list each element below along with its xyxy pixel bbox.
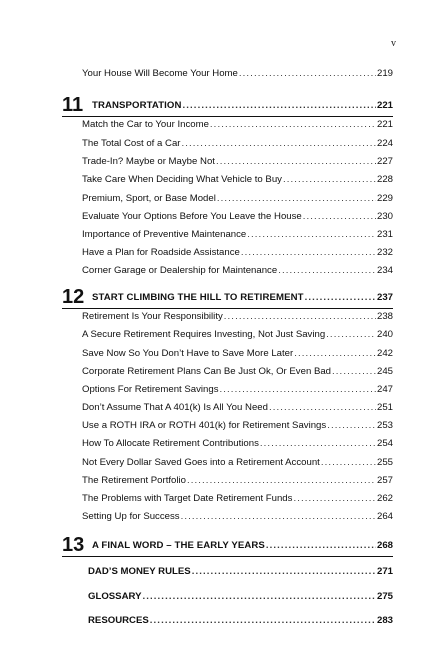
entry-page: 242 [376, 348, 393, 359]
leader-dots [187, 475, 376, 487]
toc-entry[interactable] [82, 420, 393, 432]
entry-title: Take Care When Deciding What Vehicle to Buy [82, 174, 282, 185]
leader-dots [216, 156, 376, 168]
toc-entry[interactable] [82, 247, 393, 259]
toc-entry[interactable] [82, 384, 393, 396]
entry-title: Your House Will Become Your Home [82, 68, 238, 79]
toc-entry[interactable] [82, 156, 393, 168]
toc-entry[interactable] [82, 311, 393, 323]
entry-title: GLOSSARY [88, 591, 142, 602]
chapter-page: 268 [376, 540, 393, 551]
entry-title: The Problems with Target Date Retirement Funds [82, 493, 293, 504]
leader-dots [217, 193, 376, 205]
entry-page: 238 [376, 311, 393, 322]
entry-title: Have a Plan for Roadside Assistance [82, 247, 240, 258]
toc-entry[interactable] [82, 193, 393, 205]
entry-page: 232 [376, 247, 393, 258]
entry-page: 224 [376, 138, 393, 149]
entry-page: 219 [376, 68, 393, 79]
entry-page: 221 [376, 119, 393, 130]
entry-page: 254 [376, 438, 393, 449]
toc-entry[interactable] [82, 475, 393, 487]
toc-entry[interactable] [82, 402, 393, 414]
leader-dots [220, 384, 376, 396]
entry-page: 234 [376, 265, 393, 276]
back-matter-entry[interactable] [88, 615, 393, 627]
entry-title: Corner Garage or Dealership for Maintenance [82, 265, 278, 276]
toc-entry[interactable] [82, 138, 393, 150]
toc-entry[interactable] [82, 348, 393, 360]
entry-title: Options For Retirement Savings [82, 384, 219, 395]
entry-page: 245 [376, 366, 393, 377]
entry-page: 257 [376, 475, 393, 486]
leader-dots [183, 100, 376, 112]
leader-dots [269, 402, 376, 414]
entry-title: Trade-In? Maybe or Maybe Not [82, 156, 215, 167]
entry-title: DAD’S MONEY RULES [88, 566, 191, 577]
chapter-page: 237 [376, 292, 393, 303]
leader-dots [192, 566, 376, 578]
entry-page: 230 [376, 211, 393, 222]
entry-title: Evaluate Your Options Before You Leave the House [82, 211, 302, 222]
entry-title: Premium, Sport, or Base Model [82, 193, 216, 204]
leader-dots [305, 292, 376, 304]
toc-entry[interactable] [82, 68, 393, 80]
toc-entry[interactable] [82, 457, 393, 469]
entry-page: 229 [376, 193, 393, 204]
chapter-page: 221 [376, 100, 393, 111]
leader-dots [321, 457, 376, 469]
entry-page: 275 [376, 591, 393, 602]
leader-dots [278, 265, 376, 277]
entry-page: 264 [376, 511, 393, 522]
chapter-title: START CLIMBING THE HILL TO RETIREMENT [92, 292, 304, 303]
leader-dots [241, 247, 376, 259]
chapter-number: 13 [62, 534, 85, 556]
entry-title: RESOURCES [88, 615, 149, 626]
chapter-heading[interactable] [92, 100, 393, 112]
toc-entry[interactable] [82, 174, 393, 186]
leader-dots [260, 438, 376, 450]
back-matter-entry[interactable] [88, 566, 393, 578]
entry-page: 240 [376, 329, 393, 340]
chapter-number: 11 [62, 94, 84, 116]
chapter-divider [62, 556, 393, 557]
entry-title: Not Every Dollar Saved Goes into a Retirement Account [82, 457, 320, 468]
entry-title: How To Allocate Retirement Contributions [82, 438, 259, 449]
leader-dots [294, 348, 376, 360]
leader-dots [332, 366, 376, 378]
leader-dots [210, 119, 376, 131]
chapter-title: A FINAL WORD – THE EARLY YEARS [92, 540, 265, 551]
chapter-title: TRANSPORTATION [92, 100, 182, 111]
toc-entry[interactable] [82, 438, 393, 450]
back-matter-entry[interactable] [88, 591, 393, 603]
leader-dots [247, 229, 376, 241]
entry-title: A Secure Retirement Requires Investing, Not Just Saving [82, 329, 326, 340]
toc-entry[interactable] [82, 329, 393, 341]
chapter-divider [62, 308, 393, 309]
chapter-number: 12 [62, 286, 85, 308]
entry-title: Don’t Assume That A 401(k) Is All You Need [82, 402, 268, 413]
entry-title: Use a ROTH IRA or ROTH 401(k) for Retirement Savings [82, 420, 327, 431]
entry-page: 255 [376, 457, 393, 468]
leader-dots [326, 329, 376, 341]
entry-title: Match the Car to Your Income [82, 119, 209, 130]
toc-entry[interactable] [82, 265, 393, 277]
chapter-divider [62, 116, 393, 117]
entry-page: 253 [376, 420, 393, 431]
entry-page: 228 [376, 174, 393, 185]
toc-entry[interactable] [82, 229, 393, 241]
leader-dots [266, 540, 376, 552]
leader-dots [327, 420, 376, 432]
leader-dots [150, 615, 376, 627]
entry-title: Retirement Is Your Responsibility [82, 311, 223, 322]
leader-dots [303, 211, 376, 223]
entry-page: 271 [376, 566, 393, 577]
entry-title: Importance of Preventive Maintenance [82, 229, 247, 240]
leader-dots [142, 591, 376, 603]
leader-dots [293, 493, 376, 505]
entry-page: 247 [376, 384, 393, 395]
entry-title: The Total Cost of a Car [82, 138, 181, 149]
toc-entry[interactable] [82, 511, 393, 523]
toc-entry[interactable] [82, 366, 393, 378]
chapter-heading[interactable] [92, 540, 393, 552]
leader-dots [239, 68, 376, 80]
leader-dots [181, 138, 376, 150]
leader-dots [283, 174, 376, 186]
leader-dots [224, 311, 376, 323]
page-number: v [391, 38, 396, 49]
toc-entry[interactable] [82, 211, 393, 223]
toc-entry[interactable] [82, 493, 393, 505]
entry-page: 227 [376, 156, 393, 167]
entry-title: Corporate Retirement Plans Can Be Just Ok, Or Even Bad [82, 366, 332, 377]
entry-page: 251 [376, 402, 393, 413]
entry-page: 283 [376, 615, 393, 626]
entry-page: 262 [376, 493, 393, 504]
entry-title: Save Now So You Don’t Have to Save More Later [82, 348, 294, 359]
entry-page: 231 [376, 229, 393, 240]
entry-title: Setting Up for Success [82, 511, 180, 522]
leader-dots [181, 511, 376, 523]
entry-title: The Retirement Portfolio [82, 475, 186, 486]
chapter-heading[interactable] [92, 292, 393, 304]
toc-entry[interactable] [82, 119, 393, 131]
